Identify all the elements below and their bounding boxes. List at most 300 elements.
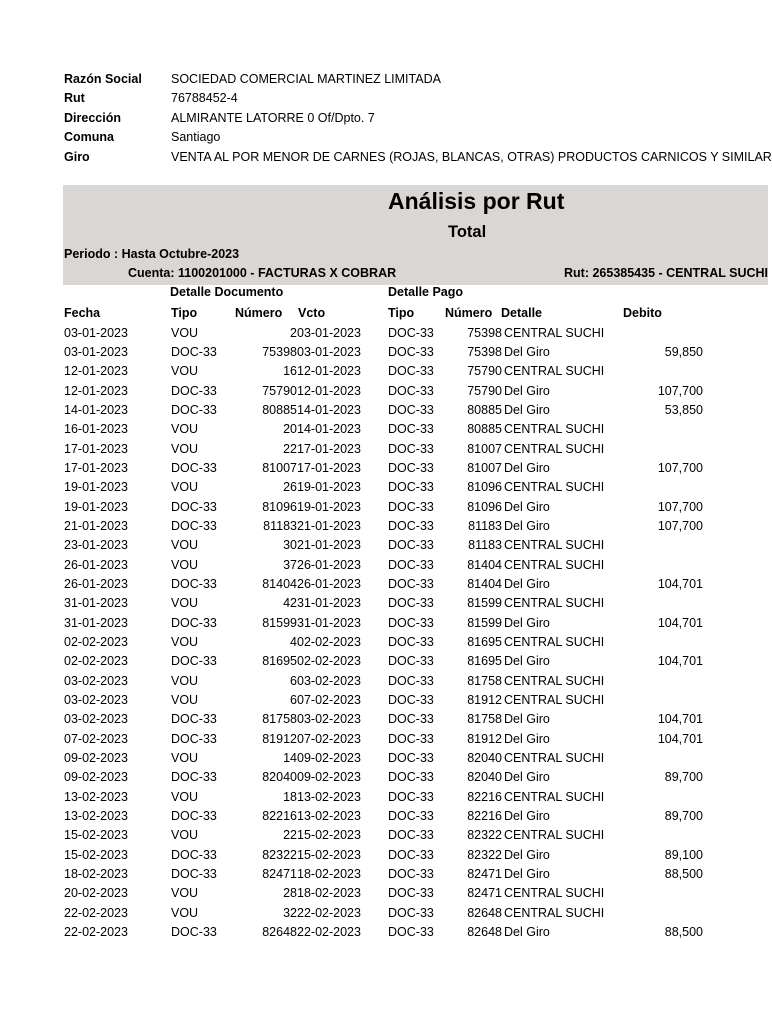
cell-numero: 32 [283, 905, 297, 920]
cell-pago-numero: 82216 [467, 809, 502, 824]
cell-pago-tipo: DOC-33 [388, 925, 434, 940]
cell-debito: 89,700 [664, 770, 703, 785]
table-row [63, 498, 768, 517]
cell-tipo: DOC-33 [171, 383, 217, 398]
cell-tipo: VOU [171, 905, 199, 920]
cell-pago-tipo: DOC-33 [388, 538, 434, 553]
table-row [63, 807, 768, 826]
cell-fecha: 13-02-2023 [64, 789, 128, 804]
cell-numero: 22 [283, 828, 297, 843]
cell-pago-tipo: DOC-33 [388, 576, 434, 591]
cell-numero: 30 [283, 538, 297, 553]
cell-detalle: CENTRAL SUCHI [504, 751, 605, 766]
cell-debito: 107,700 [657, 460, 703, 475]
table-row [63, 517, 768, 536]
cell-vcto: 15-02-2023 [297, 847, 361, 862]
cell-vcto: 21-01-2023 [297, 518, 361, 533]
col-header-vcto: Vcto [298, 306, 326, 320]
cell-vcto: 21-01-2023 [297, 538, 361, 553]
giro-label: Giro [64, 149, 90, 164]
table-row [63, 362, 768, 381]
cell-fecha: 22-02-2023 [64, 905, 128, 920]
col-header-pago-numero: Número [445, 306, 493, 320]
table-row [63, 691, 768, 710]
cell-tipo: DOC-33 [171, 712, 217, 727]
cell-pago-numero: 81695 [467, 635, 502, 649]
cell-tipo: VOU [171, 441, 199, 456]
cell-pago-numero: 81096 [467, 499, 502, 514]
cell-pago-numero: 81599 [467, 615, 502, 630]
cell-pago-tipo: DOC-33 [388, 809, 434, 824]
cell-pago-tipo: DOC-33 [388, 886, 434, 901]
group-header-documento: Detalle Documento [170, 285, 284, 299]
rut-row [64, 89, 768, 108]
cell-fecha: 03-02-2023 [64, 712, 128, 727]
cell-tipo: DOC-33 [171, 925, 217, 940]
cell-fecha: 22-02-2023 [64, 925, 128, 940]
cell-vcto: 19-01-2023 [297, 499, 361, 514]
cell-detalle: CENTRAL SUCHI [504, 325, 605, 340]
cell-detalle: CENTRAL SUCHI [504, 557, 605, 572]
cell-tipo: DOC-33 [171, 518, 217, 533]
cell-tipo: DOC-33 [171, 654, 217, 669]
table-row [63, 826, 768, 845]
cell-detalle: CENTRAL SUCHI [504, 364, 605, 379]
cell-pago-tipo: DOC-33 [388, 441, 434, 456]
cell-detalle: Del Giro [504, 770, 550, 785]
cell-detalle: CENTRAL SUCHI [504, 635, 605, 649]
cell-detalle: CENTRAL SUCHI [504, 441, 605, 456]
cell-debito: 104,701 [657, 731, 703, 746]
cell-numero: 81912 [262, 731, 297, 746]
client-rut-label: Rut: 265385435 - CENTRAL SUCHI [564, 266, 768, 280]
comuna-label: Comuna [64, 130, 114, 145]
table-row [63, 343, 768, 362]
cell-vcto: 14-01-2023 [297, 422, 361, 437]
cell-detalle: CENTRAL SUCHI [504, 905, 605, 920]
cell-tipo: DOC-33 [171, 867, 217, 882]
cell-numero: 81404 [262, 576, 297, 591]
table-row [63, 382, 768, 401]
table-row [63, 768, 768, 787]
cell-detalle: Del Giro [504, 518, 550, 533]
cell-fecha: 26-01-2023 [64, 557, 128, 572]
cell-tipo: DOC-33 [171, 576, 217, 591]
col-header-numero: Número [235, 306, 283, 320]
table-row [63, 614, 768, 633]
cell-fecha: 31-01-2023 [64, 615, 128, 630]
cell-numero: 22 [283, 441, 297, 456]
cell-tipo: VOU [171, 557, 199, 572]
giro-row [64, 148, 772, 167]
cell-fecha: 17-01-2023 [64, 460, 128, 475]
cell-numero: 80885 [262, 402, 297, 417]
cell-tipo: DOC-33 [171, 402, 217, 417]
cell-fecha: 07-02-2023 [64, 731, 128, 746]
table-body [63, 324, 768, 943]
cell-debito: 59,850 [664, 344, 703, 359]
col-header-pago-tipo: Tipo [388, 306, 415, 320]
cell-pago-numero: 82322 [467, 847, 502, 862]
cell-numero: 28 [283, 886, 297, 901]
cell-debito: 88,500 [664, 925, 703, 940]
cell-tipo: VOU [171, 538, 199, 553]
cell-pago-numero: 82471 [467, 867, 502, 882]
cell-pago-tipo: DOC-33 [388, 847, 434, 862]
cell-vcto: 31-01-2023 [297, 596, 361, 611]
cell-detalle: CENTRAL SUCHI [504, 422, 605, 437]
cell-detalle: CENTRAL SUCHI [504, 828, 605, 843]
cell-pago-numero: 82322 [467, 828, 502, 843]
periodo-label: Periodo : Hasta Octubre-2023 [64, 247, 240, 261]
cell-pago-numero: 81404 [467, 557, 502, 572]
cell-numero: 6 [290, 693, 297, 708]
cell-fecha: 18-02-2023 [64, 867, 128, 882]
cell-pago-tipo: DOC-33 [388, 402, 434, 417]
cell-numero: 20 [283, 422, 297, 437]
cell-detalle: Del Giro [504, 344, 550, 359]
cell-vcto: 18-02-2023 [297, 886, 361, 901]
cell-vcto: 17-01-2023 [297, 441, 361, 456]
direccion-label: Dirección [64, 110, 121, 125]
cell-vcto: 22-02-2023 [297, 905, 361, 920]
cell-pago-tipo: DOC-33 [388, 654, 434, 669]
cell-pago-numero: 81096 [467, 480, 502, 495]
rut-value: 76788452-4 [171, 91, 238, 106]
cell-pago-numero: 81912 [467, 731, 502, 746]
cell-pago-tipo: DOC-33 [388, 499, 434, 514]
cell-pago-numero: 75790 [467, 383, 502, 398]
cell-numero: 81007 [262, 460, 297, 475]
cell-numero: 81695 [262, 654, 297, 669]
cell-pago-numero: 82040 [467, 751, 502, 766]
report-subtitle: Total [448, 223, 487, 241]
cell-numero: 82648 [262, 925, 297, 940]
cell-pago-tipo: DOC-33 [388, 480, 434, 495]
cell-vcto: 03-02-2023 [297, 712, 361, 727]
cell-vcto: 18-02-2023 [297, 867, 361, 882]
giro-value: VENTA AL POR MENOR DE CARNES (ROJAS, BLANCAS, OTRAS) PRODUCTOS CARNICOS Y SIMILAR [171, 149, 772, 164]
table-row [63, 440, 768, 459]
cell-fecha: 03-02-2023 [64, 693, 128, 708]
cell-fecha: 15-02-2023 [64, 828, 128, 843]
cell-debito: 88,500 [664, 867, 703, 882]
cell-detalle: Del Giro [504, 654, 550, 669]
cell-pago-numero: 81404 [467, 576, 502, 591]
cell-debito: 104,701 [657, 615, 703, 630]
cell-pago-tipo: DOC-33 [388, 673, 434, 688]
cell-detalle: Del Giro [504, 809, 550, 824]
cell-detalle: Del Giro [504, 576, 550, 591]
table-row [63, 788, 768, 807]
cell-numero: 82040 [262, 770, 297, 785]
direccion-row [64, 109, 768, 128]
cell-vcto: 17-01-2023 [297, 460, 361, 475]
cell-fecha: 03-01-2023 [64, 325, 128, 340]
cell-fecha: 14-01-2023 [64, 402, 128, 417]
cell-numero: 6 [290, 673, 297, 688]
cell-pago-numero: 75398 [467, 344, 502, 359]
cell-numero: 82322 [262, 847, 297, 862]
razon-social-value: SOCIEDAD COMERCIAL MARTINEZ LIMITADA [171, 72, 441, 86]
cell-pago-tipo: DOC-33 [388, 364, 434, 379]
cell-numero: 4 [290, 635, 297, 649]
cell-pago-numero: 80885 [467, 402, 502, 417]
table-row [63, 904, 768, 923]
cell-pago-tipo: DOC-33 [388, 712, 434, 727]
cell-fecha: 23-01-2023 [64, 538, 128, 553]
cell-debito: 107,700 [657, 383, 703, 398]
cell-tipo: VOU [171, 751, 199, 766]
cell-tipo: DOC-33 [171, 731, 217, 746]
razon-social-label: Razón Social [64, 72, 142, 86]
rut-label: Rut [64, 91, 85, 106]
cell-vcto: 12-01-2023 [297, 364, 361, 379]
cell-pago-tipo: DOC-33 [388, 905, 434, 920]
cell-numero: 82471 [262, 867, 297, 882]
cell-pago-numero: 81183 [468, 518, 502, 533]
cell-pago-numero: 81599 [467, 596, 502, 611]
col-header-fecha: Fecha [64, 306, 101, 320]
cell-detalle: CENTRAL SUCHI [504, 538, 605, 553]
cell-detalle: Del Giro [504, 925, 550, 940]
cell-detalle: Del Giro [504, 615, 550, 630]
cell-tipo: VOU [171, 828, 199, 843]
cell-fecha: 09-02-2023 [64, 751, 128, 766]
cell-numero: 16 [283, 364, 297, 379]
cell-tipo: VOU [171, 364, 199, 379]
cell-fecha: 19-01-2023 [64, 480, 128, 495]
cell-pago-numero: 75398 [467, 325, 502, 340]
cell-tipo: VOU [171, 693, 199, 708]
cell-tipo: DOC-33 [171, 499, 217, 514]
table-row [63, 459, 768, 478]
cell-pago-numero: 82648 [467, 905, 502, 920]
cell-pago-tipo: DOC-33 [388, 770, 434, 785]
cell-numero: 18 [283, 789, 297, 804]
cell-tipo: VOU [171, 325, 199, 340]
cell-vcto: 26-01-2023 [297, 557, 361, 572]
cell-pago-tipo: DOC-33 [388, 460, 434, 475]
cell-pago-numero: 81007 [467, 460, 502, 475]
cell-vcto: 09-02-2023 [297, 770, 361, 785]
cell-debito: 107,700 [657, 499, 703, 514]
cell-pago-tipo: DOC-33 [388, 751, 434, 766]
table-row [63, 536, 768, 555]
cell-numero: 81183 [263, 518, 297, 533]
cell-fecha: 21-01-2023 [64, 518, 128, 533]
cell-vcto: 03-02-2023 [297, 673, 361, 688]
cell-detalle: Del Giro [504, 731, 550, 746]
cell-pago-tipo: DOC-33 [388, 344, 434, 359]
cell-fecha: 13-02-2023 [64, 809, 128, 824]
cell-numero: 81599 [262, 615, 297, 630]
col-header-tipo: Tipo [171, 306, 198, 320]
table-row [63, 633, 768, 652]
cell-detalle: Del Giro [504, 712, 550, 727]
table-row [63, 556, 768, 575]
table-row [63, 401, 768, 420]
cell-detalle: CENTRAL SUCHI [504, 693, 605, 708]
cell-pago-numero: 81183 [468, 538, 502, 553]
group-header-pago: Detalle Pago [388, 285, 464, 299]
cell-numero: 14 [283, 751, 297, 766]
cell-fecha: 03-01-2023 [64, 344, 128, 359]
table-row [63, 884, 768, 903]
cell-fecha: 15-02-2023 [64, 847, 128, 862]
cell-debito: 104,701 [657, 654, 703, 669]
table-row [63, 710, 768, 729]
table-row [63, 575, 768, 594]
cell-pago-tipo: DOC-33 [388, 867, 434, 882]
cell-tipo: VOU [171, 422, 199, 437]
table-row [63, 672, 768, 691]
table-row [63, 730, 768, 749]
cell-debito: 104,701 [657, 712, 703, 727]
table-row [63, 478, 768, 497]
cell-numero: 75398 [262, 344, 297, 359]
cell-debito: 89,100 [664, 847, 703, 862]
cell-detalle: Del Giro [504, 499, 550, 514]
cell-fecha: 12-01-2023 [64, 383, 128, 398]
cell-fecha: 16-01-2023 [64, 422, 128, 437]
cell-vcto: 02-02-2023 [297, 635, 361, 649]
cell-vcto: 13-02-2023 [297, 809, 361, 824]
report-title: Análisis por Rut [388, 188, 565, 214]
cell-pago-tipo: DOC-33 [388, 422, 434, 437]
cell-pago-numero: 81758 [467, 712, 502, 727]
cell-numero: 81758 [262, 712, 297, 727]
cell-debito: 89,700 [664, 809, 703, 824]
cell-pago-tipo: DOC-33 [388, 635, 434, 649]
cell-vcto: 07-02-2023 [297, 731, 361, 746]
cell-detalle: CENTRAL SUCHI [504, 789, 605, 804]
cell-vcto: 09-02-2023 [297, 751, 361, 766]
cell-fecha: 02-02-2023 [64, 654, 128, 669]
cell-vcto: 07-02-2023 [297, 693, 361, 708]
cell-pago-tipo: DOC-33 [388, 325, 434, 340]
cell-numero: 2 [290, 325, 297, 340]
cell-numero: 82216 [262, 809, 297, 824]
cell-pago-numero: 82040 [467, 770, 502, 785]
cell-debito: 107,700 [657, 518, 703, 533]
cell-fecha: 02-02-2023 [64, 635, 128, 649]
table-row [63, 652, 768, 671]
cell-pago-numero: 81695 [467, 654, 502, 669]
cell-tipo: DOC-33 [171, 460, 217, 475]
cell-tipo: DOC-33 [171, 770, 217, 785]
table-row [63, 594, 768, 613]
cell-fecha: 31-01-2023 [64, 596, 128, 611]
cell-pago-tipo: DOC-33 [388, 693, 434, 708]
cell-tipo: VOU [171, 596, 199, 611]
cell-fecha: 20-02-2023 [64, 886, 128, 901]
cell-pago-numero: 80885 [467, 422, 502, 437]
cell-vcto: 26-01-2023 [297, 576, 361, 591]
cell-numero: 81096 [262, 499, 297, 514]
table-row [63, 749, 768, 768]
direccion-value: ALMIRANTE LATORRE 0 Of/Dpto. 7 [171, 110, 375, 125]
cell-vcto: 03-01-2023 [297, 325, 361, 340]
cell-vcto: 22-02-2023 [297, 925, 361, 940]
cell-detalle: Del Giro [504, 402, 550, 417]
cell-pago-numero: 82471 [467, 886, 502, 901]
cell-vcto: 14-01-2023 [297, 402, 361, 417]
cell-pago-tipo: DOC-33 [388, 383, 434, 398]
comuna-row [64, 128, 768, 147]
cell-detalle: CENTRAL SUCHI [504, 673, 605, 688]
cell-fecha: 12-01-2023 [64, 364, 128, 379]
cell-pago-tipo: DOC-33 [388, 789, 434, 804]
cell-numero: 75790 [262, 383, 297, 398]
cell-debito: 53,850 [664, 402, 703, 417]
cell-numero: 42 [283, 596, 297, 611]
cell-detalle: Del Giro [504, 383, 550, 398]
cell-tipo: DOC-33 [171, 847, 217, 862]
cell-detalle: Del Giro [504, 847, 550, 862]
cell-tipo: VOU [171, 886, 199, 901]
cell-vcto: 19-01-2023 [297, 480, 361, 495]
cell-numero: 37 [283, 557, 297, 572]
cell-detalle: CENTRAL SUCHI [504, 480, 605, 495]
table-row [63, 420, 768, 439]
cell-tipo: VOU [171, 480, 199, 495]
cell-pago-tipo: DOC-33 [388, 596, 434, 611]
cell-pago-tipo: DOC-33 [388, 828, 434, 843]
col-header-detalle: Detalle [501, 306, 542, 320]
cell-tipo: VOU [171, 673, 199, 688]
table-row [63, 324, 768, 343]
cell-numero: 26 [283, 480, 297, 495]
table-header-row [63, 304, 768, 323]
cell-detalle: Del Giro [504, 460, 550, 475]
cell-tipo: DOC-33 [171, 615, 217, 630]
cell-pago-numero: 81912 [467, 693, 502, 708]
cell-vcto: 12-01-2023 [297, 383, 361, 398]
company-info [64, 70, 772, 167]
cell-pago-numero: 81758 [467, 673, 502, 688]
cell-vcto: 13-02-2023 [297, 789, 361, 804]
cell-detalle: CENTRAL SUCHI [504, 596, 605, 611]
cell-tipo: VOU [171, 635, 199, 649]
cell-vcto: 02-02-2023 [297, 654, 361, 669]
cell-pago-numero: 82216 [467, 789, 502, 804]
cell-pago-tipo: DOC-33 [388, 731, 434, 746]
cell-vcto: 31-01-2023 [297, 615, 361, 630]
razon-social-row [64, 70, 768, 89]
cuenta-label: Cuenta: 1100201000 - FACTURAS X COBRAR [128, 266, 397, 280]
cell-tipo: VOU [171, 789, 199, 804]
cell-fecha: 03-02-2023 [64, 673, 128, 688]
cell-fecha: 09-02-2023 [64, 770, 128, 785]
cell-pago-numero: 82648 [467, 925, 502, 940]
table-row [63, 923, 768, 942]
cell-vcto: 03-01-2023 [297, 344, 361, 359]
table-row [63, 865, 768, 884]
col-header-debito: Debito [623, 306, 662, 320]
table-row [63, 846, 768, 865]
cell-pago-tipo: DOC-33 [388, 615, 434, 630]
comuna-value: Santiago [171, 130, 221, 145]
cell-pago-numero: 75790 [467, 364, 502, 379]
cell-tipo: DOC-33 [171, 809, 217, 824]
cell-fecha: 19-01-2023 [64, 499, 128, 514]
cell-tipo: DOC-33 [171, 344, 217, 359]
cell-debito: 104,701 [657, 576, 703, 591]
cell-fecha: 17-01-2023 [64, 441, 128, 456]
cell-pago-tipo: DOC-33 [388, 557, 434, 572]
cell-fecha: 26-01-2023 [64, 576, 128, 591]
